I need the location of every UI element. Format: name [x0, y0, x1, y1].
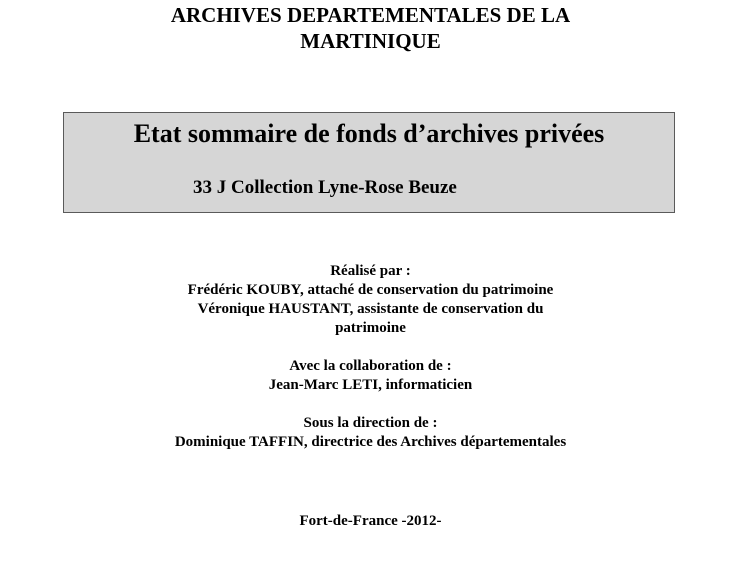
place-date: Fort-de-France -2012- — [299, 513, 442, 529]
institution-name-line2: MARTINIQUE — [300, 29, 441, 53]
spacer — [0, 395, 741, 414]
institution-name-line1: ARCHIVES DEPARTEMENTALES DE LA — [170, 3, 571, 27]
direction-heading: Sous la direction de : — [303, 415, 438, 431]
collection-subtitle: 33 J Collection Lyne-Rose Beuze — [193, 177, 457, 198]
credits-block — [0, 262, 741, 452]
title-box — [63, 112, 675, 213]
institution-header — [0, 2, 741, 54]
spacer — [0, 338, 741, 357]
realise-heading: Réalisé par : — [330, 263, 411, 279]
author-haustant-line1: Véronique HAUSTANT, assistante de conservation du — [197, 301, 544, 317]
collaborator-leti: Jean-Marc LETI, informaticien — [268, 377, 473, 393]
collaboration-heading: Avec la collaboration de : — [289, 358, 452, 374]
author-haustant-line2: patrimoine — [335, 320, 406, 336]
author-kouby: Frédéric KOUBY, attaché de conservation du patrimoine — [187, 282, 554, 298]
director-taffin: Dominique TAFFIN, directrice des Archives départementales — [174, 434, 567, 450]
document-title: Etat sommaire de fonds d’archives privées — [133, 119, 605, 148]
